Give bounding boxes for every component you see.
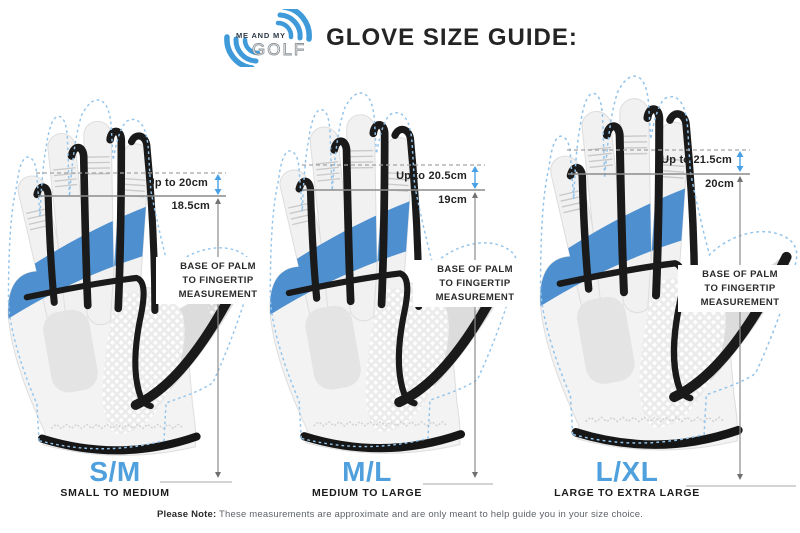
footnote-label: Please Note: <box>156 509 217 520</box>
base-size-label: 18.5cm <box>171 200 210 212</box>
measurement-note: BASE OF PALM TO FINGERTIP MEASUREMENT <box>156 257 280 304</box>
size-range: MEDIUM TO LARGE <box>311 487 423 499</box>
brand-logo <box>222 9 314 67</box>
base-size-label: 20cm <box>705 178 734 190</box>
size-code: M/L <box>342 456 392 487</box>
max-size-label: Up to 20.5cm <box>396 170 467 182</box>
glove-panel-ml <box>267 75 533 520</box>
measurement-note: BASE OF PALM TO FINGERTIP MEASUREMENT <box>413 260 537 307</box>
size-range: LARGE TO EXTRA LARGE <box>554 487 700 499</box>
glove-panel-lxl <box>534 75 800 520</box>
page-title: GLOVE SIZE GUIDE: <box>326 24 578 51</box>
footnote <box>0 509 800 520</box>
max-size-label: Up to 20cm <box>146 177 208 189</box>
size-code: S/M <box>89 456 141 487</box>
glove-panel-sm <box>0 75 266 520</box>
measurement-note: BASE OF PALM TO FINGERTIP MEASUREMENT <box>678 265 800 312</box>
header <box>0 4 800 72</box>
logo-top-text: ME AND MY <box>236 31 286 40</box>
footnote-text: These measurements are approximate and are only meant to help guide you in your size choice. <box>216 509 644 520</box>
max-size-label: Up to 21.5cm <box>661 154 732 166</box>
size-code: L/XL <box>595 456 659 487</box>
size-range: SMALL TO MEDIUM <box>60 487 170 499</box>
base-size-label: 19cm <box>438 194 467 206</box>
logo-bottom-text: GOLF <box>252 40 307 59</box>
